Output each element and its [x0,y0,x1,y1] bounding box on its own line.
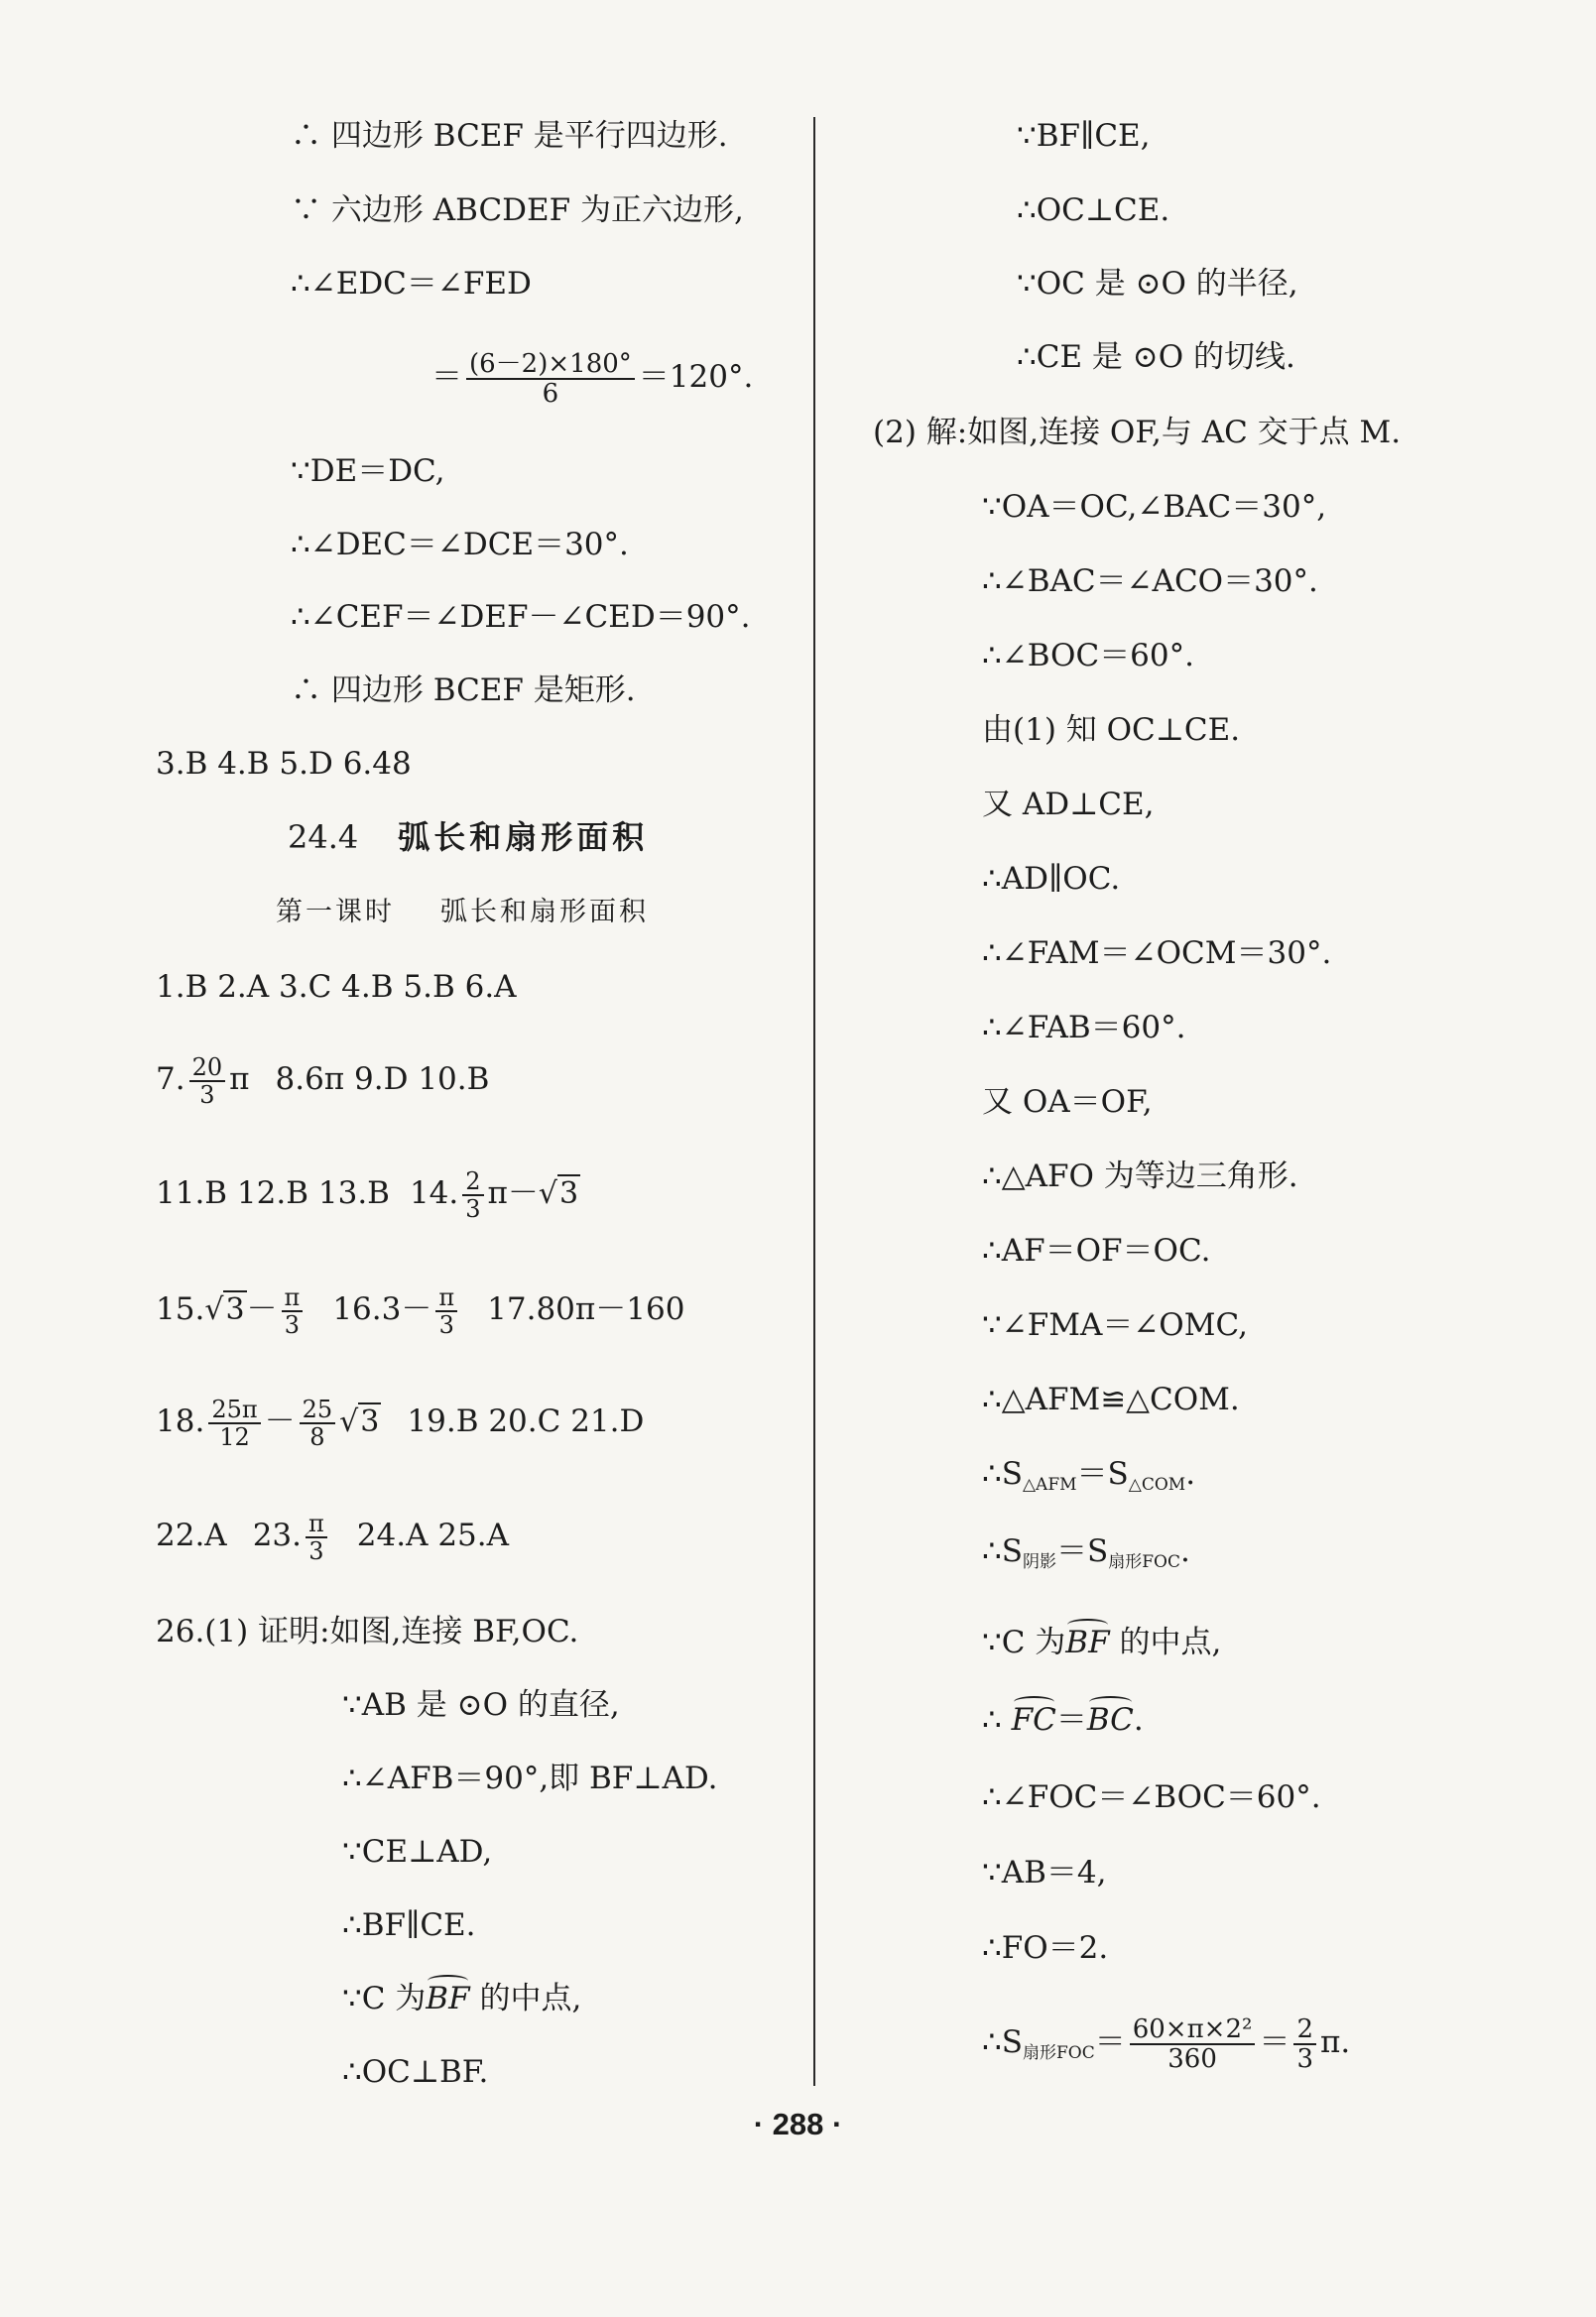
proof-line: ∴∠AFB＝90°,即 BF⊥AD. [342,1761,718,1796]
proof-line: ∴∠FAM＝∠OCM＝30°. [982,935,1332,971]
proof-line: ∴∠DEC＝∠DCE＝30°. [291,527,629,562]
section-heading: 弧长和扇形面积 [398,818,649,856]
proof-line: ∴∠CEF＝∠DEF－∠CED＝90°. [291,599,751,635]
proof-line: 又 AD⊥CE, [982,787,1155,822]
proof-line: ∵ 六边形 ABCDEF 为正六边形, [291,192,744,228]
fraction: $\frac{(6-2)\times 180^\circ}{6}$ [466,350,635,408]
proof-line: ∵AB＝4, [982,1855,1107,1890]
section-number: 24.4 [288,818,359,856]
proof-line: ∴OC⊥CE. [1017,192,1170,228]
proof-line: ∴ 四边形 BCEF 是矩形. [291,672,636,708]
proof-line: 由(1) 知 OC⊥CE. [982,712,1241,748]
proof-line: ∴OC⊥BF. [342,2054,489,2090]
answer-row: 11.B 12.B 13.B 14. $\frac{2}{3}$ π－√3 [156,1166,579,1223]
proof-line: ∵C 为BF 的中点, [982,1625,1222,1660]
answer-row: 18. $\frac{25\pi}{12}$ － $\frac{25}{8}$ √3 19.B 20.C 21.D [156,1395,645,1451]
proof-line: ∵C 为BF 的中点, [342,1981,582,2016]
proof-line: ∴∠FOC＝∠BOC＝60°. [982,1779,1321,1815]
part-2-heading: (2) 解:如图,连接 OF,与 AC 交于点 M. [873,415,1402,450]
proof-line: ∴∠FAB＝60°. [982,1010,1186,1045]
proof-line: ∴△AFO 为等边三角形. [982,1158,1298,1194]
proof-line: ∴ FC＝BC. [982,1702,1144,1738]
proof-line: ∴△AFM≌△COM. [982,1382,1240,1417]
section-title [288,815,648,859]
proof-line: 又 OA＝OF, [982,1084,1153,1120]
proof-line: ∴∠EDC＝∠FED [291,266,532,302]
lesson-title: 第一课时 弧长和扇形面积 [276,897,649,927]
proof-line: ∵∠FMA＝∠OMC, [982,1307,1248,1343]
arc-notation: BC [1086,1702,1134,1738]
column-divider [813,117,815,2086]
proof-line: ∴FO＝2. [982,1930,1109,1966]
arc-notation: BF [1065,1625,1110,1660]
proof-line: ∵OA＝OC,∠BAC＝30°, [982,489,1327,525]
arc-notation: BF [426,1981,470,2016]
proof-line: ∴AD∥OC. [982,861,1121,897]
proof-line: ∴ 四边形 BCEF 是平行四边形. [291,118,728,154]
fraction-equation: ＝ $\frac{(6-2)\times 180^\circ}{6}$ ＝120°. [431,348,754,409]
proof-line: ∴∠BAC＝∠ACO＝30°. [982,563,1318,599]
proof-line: ∵BF∥CE, [1017,118,1151,154]
answer-row: 22.A 23. $\frac{\pi}{3}$ 24.A 25.A [156,1509,510,1565]
proof-line: ∵DE＝DC, [291,453,445,489]
proof-line: ∴BF∥CE. [342,1907,476,1943]
answer-row: 15.√3－ $\frac{\pi}{3}$ 16.3－ $\frac{\pi}{3}$ 17.80π－160 [156,1282,685,1339]
proof-line: ∴CE 是 ⊙O 的切线. [1017,339,1295,375]
proof-line: ∵AB 是 ⊙O 的直径, [342,1687,620,1723]
answer-row: 1.B 2.A 3.C 4.B 5.B 6.A [156,969,517,1005]
final-equation: $\therefore S_{扇形FOC}=$ $\frac{\text{60×π×2²}}{360}$ ＝ $\frac{2}{3}$ π. [982,2013,1351,2074]
question-26-heading: 26.(1) 证明:如图,连接 BF,OC. [156,1614,579,1649]
proof-line: ∴AF＝OF＝OC. [982,1233,1211,1269]
proof-line: $\therefore S_{\triangle AFM}=S_{\triangle COM}$. [982,1456,1196,1495]
proof-line: $\therefore S_{阴影}=S_{扇形FOC}$. [982,1533,1190,1572]
answer-row: 3.B 4.B 5.D 6.48 [156,746,412,782]
arc-notation: FC [1011,1702,1056,1738]
proof-line: ∵CE⊥AD, [342,1834,493,1870]
proof-line: ∴∠BOC＝60°. [982,638,1194,673]
proof-line: ∵OC 是 ⊙O 的半径, [1017,266,1298,302]
answer-row: 7. $\frac{20}{3}$ π 8.6π 9.D 10.B [156,1052,490,1109]
page-number: · 288 · [753,2107,843,2141]
